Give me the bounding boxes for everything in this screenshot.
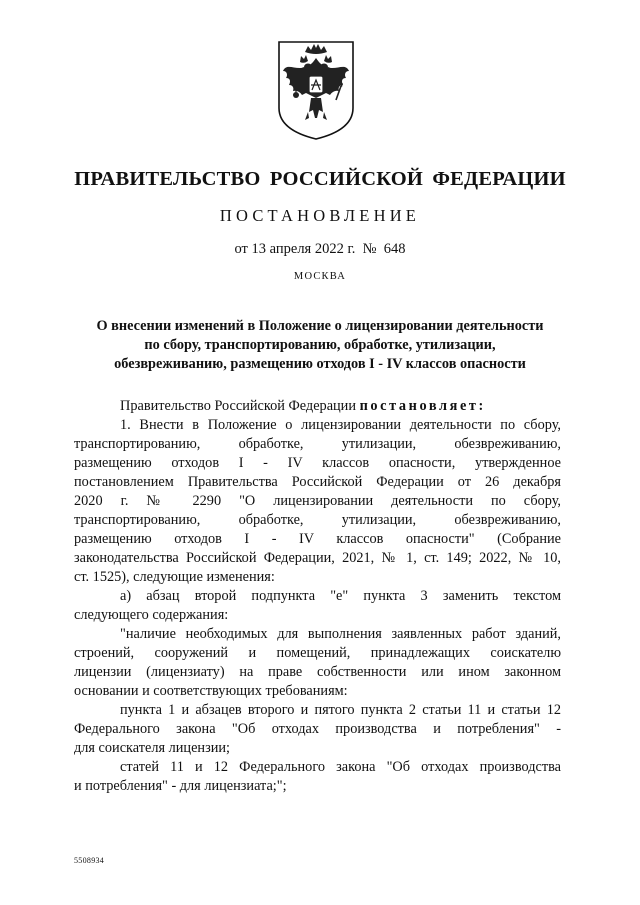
body-line: а) абзац второй подпункта "е" пункта 3 заменить текстом: [120, 588, 561, 604]
body-line: 1. Внести в Положение о лицензировании деятельности по сбору,: [120, 417, 561, 433]
body-line: для соискателя лицензии;: [74, 740, 230, 756]
subject-line: обезвреживанию, размещению отходов I - IV классов опасности: [114, 356, 526, 372]
body-line: транспортированию, обработке, утилизации, обезвреживанию,: [74, 436, 561, 452]
subject-line: О внесении изменений в Положение о лицензировании деятельности: [96, 318, 544, 334]
intro-prefix: Правительство Российской Федерации: [120, 398, 360, 414]
body-line: и потребления" - для лицензиата;";: [74, 778, 287, 794]
decree-subject: [70, 317, 570, 374]
body-line: ст. 1525), следующие изменения:: [74, 569, 275, 585]
coat-of-arms-emblem: [275, 38, 357, 142]
intro-line: [74, 397, 561, 416]
body-line: строений, сооружений и помещений, принадлежащих соискателю: [74, 645, 561, 661]
body-line: транспортированию, обработке, утилизации, обезвреживанию,: [74, 512, 561, 528]
body-line: пункта 1 и абзацев второго и пятого пункта 2 статьи 11 и статьи 12: [120, 702, 561, 718]
body-line: 2020 г. № 2290 "О лицензировании деятельности по сбору,: [74, 493, 561, 509]
intro-spaced-word: постановляет:: [359, 398, 486, 414]
body-line: лицензии (лицензиату) на праве собственности или ином законном: [74, 664, 561, 680]
body-line: основании и соответствующих требованиям:: [74, 683, 348, 699]
body-line: размещению отходов I - IV классов опасности, утвержденное: [74, 455, 561, 471]
city-name: МОСКВА: [293, 271, 347, 282]
decree-body: [74, 397, 561, 796]
date-and-number: от 13 апреля 2022 г. № 648: [234, 241, 406, 257]
body-line: размещению отходов I - IV классов опасности" (Собрание: [74, 531, 561, 547]
body-line: законодательства Российской Федерации, 2021, № 1, ст. 149; 2022, № 10,: [74, 550, 561, 566]
body-line: следующего содержания:: [74, 607, 229, 623]
document-code: 5508934: [74, 856, 105, 865]
government-title: ПРАВИТЕЛЬСТВО РОССИЙСКОЙ ФЕДЕРАЦИИ: [74, 168, 566, 190]
body-line: "наличие необходимых для выполнения заявленных работ зданий,: [120, 626, 561, 642]
body-line: Федерального закона "Об отходах производства и потребления" -: [74, 721, 561, 737]
body-line: постановлением Правительства Российской Федерации от 26 декабря: [74, 474, 561, 490]
subject-line: по сбору, транспортированию, обработке, утилизации,: [144, 337, 496, 353]
body-line: статей 11 и 12 Федерального закона "Об отходах производства: [120, 759, 561, 775]
document-type: ПОСТАНОВЛЕНИЕ: [219, 206, 421, 225]
